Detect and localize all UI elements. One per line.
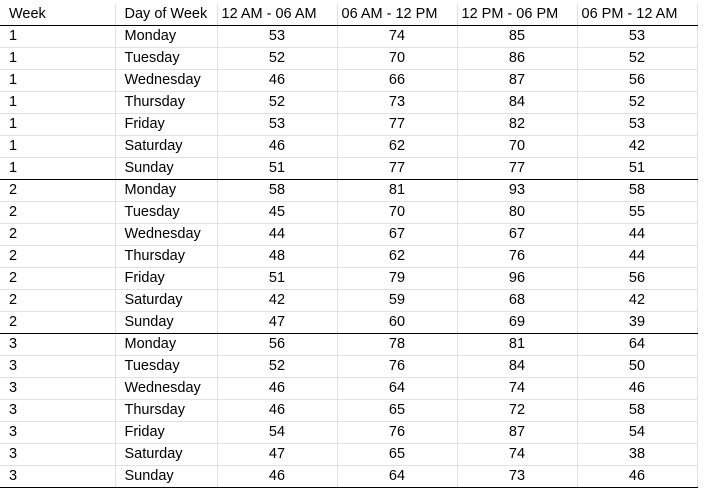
table-row — [0, 136, 697, 158]
slot1-cell[interactable]: 46 — [217, 378, 337, 400]
slot2-cell[interactable]: 59 — [337, 290, 457, 312]
slot3-cell[interactable]: 69 — [457, 312, 577, 334]
slot2-cell[interactable]: 77 — [337, 114, 457, 136]
table-row — [0, 466, 697, 488]
day-cell[interactable]: Sunday — [115, 158, 217, 180]
header-cell-06pm-12am[interactable]: 06 PM - 12 AM — [577, 4, 697, 26]
slot4-cell[interactable]: 56 — [577, 268, 697, 290]
slot2-cell[interactable]: 70 — [337, 48, 457, 70]
slot4-cell[interactable]: 58 — [577, 180, 697, 202]
slot2-cell[interactable]: 65 — [337, 400, 457, 422]
slot2-cell[interactable]: 77 — [337, 158, 457, 180]
table-row — [0, 378, 697, 400]
slot2-cell[interactable]: 79 — [337, 268, 457, 290]
week-cell[interactable]: 2 — [0, 180, 115, 202]
slot1-cell[interactable]: 51 — [217, 158, 337, 180]
week-cell[interactable]: 2 — [0, 202, 115, 224]
week-cell[interactable]: 1 — [0, 136, 115, 158]
week-cell[interactable]: 1 — [0, 114, 115, 136]
table-row — [0, 224, 697, 246]
day-cell[interactable]: Wednesday — [115, 378, 217, 400]
slot1-cell[interactable]: 52 — [217, 356, 337, 378]
slot1-cell[interactable]: 53 — [217, 26, 337, 48]
day-cell[interactable]: Thursday — [115, 246, 217, 268]
slot3-cell[interactable]: 80 — [457, 202, 577, 224]
table-row — [0, 26, 697, 48]
slot2-cell[interactable]: 65 — [337, 444, 457, 466]
slot4-cell[interactable]: 56 — [577, 70, 697, 92]
slot1-cell[interactable]: 51 — [217, 268, 337, 290]
slot3-cell[interactable]: 77 — [457, 158, 577, 180]
slot4-cell[interactable]: 51 — [577, 158, 697, 180]
slot3-cell[interactable]: 70 — [457, 136, 577, 158]
slot4-cell[interactable]: 53 — [577, 26, 697, 48]
slot3-cell[interactable]: 84 — [457, 92, 577, 114]
table-row — [0, 444, 697, 466]
slot2-cell[interactable]: 62 — [337, 136, 457, 158]
slot1-cell[interactable]: 47 — [217, 444, 337, 466]
week-cell[interactable]: 3 — [0, 378, 115, 400]
slot4-cell[interactable]: 38 — [577, 444, 697, 466]
slot1-cell[interactable]: 46 — [217, 466, 337, 488]
week-cell[interactable]: 3 — [0, 444, 115, 466]
slot1-cell[interactable]: 52 — [217, 48, 337, 70]
week-cell[interactable]: 3 — [0, 356, 115, 378]
slot4-cell[interactable]: 50 — [577, 356, 697, 378]
day-cell[interactable]: Friday — [115, 268, 217, 290]
slot2-cell[interactable]: 64 — [337, 466, 457, 488]
table-row — [0, 114, 697, 136]
day-cell[interactable]: Tuesday — [115, 202, 217, 224]
day-cell[interactable]: Saturday — [115, 444, 217, 466]
slot3-cell[interactable]: 93 — [457, 180, 577, 202]
week-cell[interactable]: 2 — [0, 290, 115, 312]
day-cell[interactable]: Tuesday — [115, 48, 217, 70]
slot4-cell[interactable]: 54 — [577, 422, 697, 444]
day-cell[interactable]: Tuesday — [115, 356, 217, 378]
slot3-cell[interactable]: 68 — [457, 290, 577, 312]
table-row — [0, 246, 697, 268]
slot1-cell[interactable]: 54 — [217, 422, 337, 444]
slot1-cell[interactable]: 45 — [217, 202, 337, 224]
slot2-cell[interactable]: 67 — [337, 224, 457, 246]
slot2-cell[interactable]: 73 — [337, 92, 457, 114]
week-cell[interactable]: 2 — [0, 312, 115, 334]
slot1-cell[interactable]: 42 — [217, 290, 337, 312]
header-cell-day-of-week[interactable]: Day of Week — [115, 4, 217, 26]
slot3-cell[interactable]: 81 — [457, 334, 577, 356]
table-row — [0, 92, 697, 114]
week-cell[interactable]: 3 — [0, 334, 115, 356]
slot1-cell[interactable]: 48 — [217, 246, 337, 268]
week-cell[interactable]: 3 — [0, 422, 115, 444]
slot1-cell[interactable]: 47 — [217, 312, 337, 334]
week-cell[interactable]: 2 — [0, 224, 115, 246]
slot4-cell[interactable]: 64 — [577, 334, 697, 356]
slot3-cell[interactable]: 67 — [457, 224, 577, 246]
table-row — [0, 422, 697, 444]
day-cell[interactable]: Monday — [115, 334, 217, 356]
slot1-cell[interactable]: 53 — [217, 114, 337, 136]
slot2-cell[interactable]: 78 — [337, 334, 457, 356]
table-row — [0, 70, 697, 92]
table-row — [0, 158, 697, 180]
table-row — [0, 268, 697, 290]
slot4-cell[interactable]: 52 — [577, 92, 697, 114]
week-cell[interactable]: 1 — [0, 48, 115, 70]
table-row — [0, 334, 697, 356]
slot3-cell[interactable]: 73 — [457, 466, 577, 488]
slot2-cell[interactable]: 60 — [337, 312, 457, 334]
slot4-cell[interactable]: 39 — [577, 312, 697, 334]
slot3-cell[interactable]: 76 — [457, 246, 577, 268]
slot4-cell[interactable]: 42 — [577, 290, 697, 312]
day-cell[interactable]: Thursday — [115, 400, 217, 422]
slot1-cell[interactable]: 52 — [217, 92, 337, 114]
slot1-cell[interactable]: 56 — [217, 334, 337, 356]
slot1-cell[interactable]: 46 — [217, 70, 337, 92]
slot4-cell[interactable]: 58 — [577, 400, 697, 422]
slot2-cell[interactable]: 66 — [337, 70, 457, 92]
slot2-cell[interactable]: 64 — [337, 378, 457, 400]
table-row — [0, 400, 697, 422]
data-table — [0, 4, 698, 488]
slot4-cell[interactable]: 46 — [577, 378, 697, 400]
day-cell[interactable]: Monday — [115, 26, 217, 48]
week-cell[interactable]: 1 — [0, 92, 115, 114]
week-cell[interactable]: 3 — [0, 466, 115, 488]
slot3-cell[interactable]: 85 — [457, 26, 577, 48]
day-cell[interactable]: Sunday — [115, 466, 217, 488]
slot3-cell[interactable]: 96 — [457, 268, 577, 290]
week-cell[interactable]: 2 — [0, 268, 115, 290]
slot2-cell[interactable]: 81 — [337, 180, 457, 202]
slot4-cell[interactable]: 46 — [577, 466, 697, 488]
slot2-cell[interactable]: 62 — [337, 246, 457, 268]
slot3-cell[interactable]: 84 — [457, 356, 577, 378]
table-body — [0, 26, 697, 488]
day-cell[interactable]: Saturday — [115, 290, 217, 312]
slot4-cell[interactable]: 42 — [577, 136, 697, 158]
slot3-cell[interactable]: 87 — [457, 70, 577, 92]
slot3-cell[interactable]: 86 — [457, 48, 577, 70]
table-row — [0, 356, 697, 378]
slot1-cell[interactable]: 58 — [217, 180, 337, 202]
table-row — [0, 290, 697, 312]
slot4-cell[interactable]: 44 — [577, 224, 697, 246]
slot1-cell[interactable]: 46 — [217, 400, 337, 422]
slot1-cell[interactable]: 44 — [217, 224, 337, 246]
slot3-cell[interactable]: 82 — [457, 114, 577, 136]
slot4-cell[interactable]: 52 — [577, 48, 697, 70]
week-cell[interactable]: 1 — [0, 26, 115, 48]
header-cell-12pm-06pm[interactable]: 12 PM - 06 PM — [457, 4, 577, 26]
header-cell-week[interactable]: Week — [0, 4, 115, 26]
slot4-cell[interactable]: 44 — [577, 246, 697, 268]
day-cell[interactable]: Saturday — [115, 136, 217, 158]
day-cell[interactable]: Thursday — [115, 92, 217, 114]
slot3-cell[interactable]: 87 — [457, 422, 577, 444]
slot2-cell[interactable]: 70 — [337, 202, 457, 224]
week-cell[interactable]: 1 — [0, 158, 115, 180]
day-cell[interactable]: Wednesday — [115, 224, 217, 246]
slot2-cell[interactable]: 76 — [337, 356, 457, 378]
day-cell[interactable]: Friday — [115, 114, 217, 136]
slot4-cell[interactable]: 53 — [577, 114, 697, 136]
week-cell[interactable]: 2 — [0, 246, 115, 268]
week-cell[interactable]: 3 — [0, 400, 115, 422]
header-cell-12am-06am[interactable]: 12 AM - 06 AM — [217, 4, 337, 26]
slot3-cell[interactable]: 72 — [457, 400, 577, 422]
table-row — [0, 180, 697, 202]
slot3-cell[interactable]: 74 — [457, 444, 577, 466]
table-row — [0, 202, 697, 224]
day-cell[interactable]: Wednesday — [115, 70, 217, 92]
slot2-cell[interactable]: 76 — [337, 422, 457, 444]
header-cell-06am-12pm[interactable]: 06 AM - 12 PM — [337, 4, 457, 26]
slot1-cell[interactable]: 46 — [217, 136, 337, 158]
day-cell[interactable]: Sunday — [115, 312, 217, 334]
header-row — [0, 4, 697, 26]
slot3-cell[interactable]: 74 — [457, 378, 577, 400]
table-row — [0, 48, 697, 70]
table-row — [0, 312, 697, 334]
slot4-cell[interactable]: 55 — [577, 202, 697, 224]
slot2-cell[interactable]: 74 — [337, 26, 457, 48]
week-cell[interactable]: 1 — [0, 70, 115, 92]
day-cell[interactable]: Monday — [115, 180, 217, 202]
day-cell[interactable]: Friday — [115, 422, 217, 444]
